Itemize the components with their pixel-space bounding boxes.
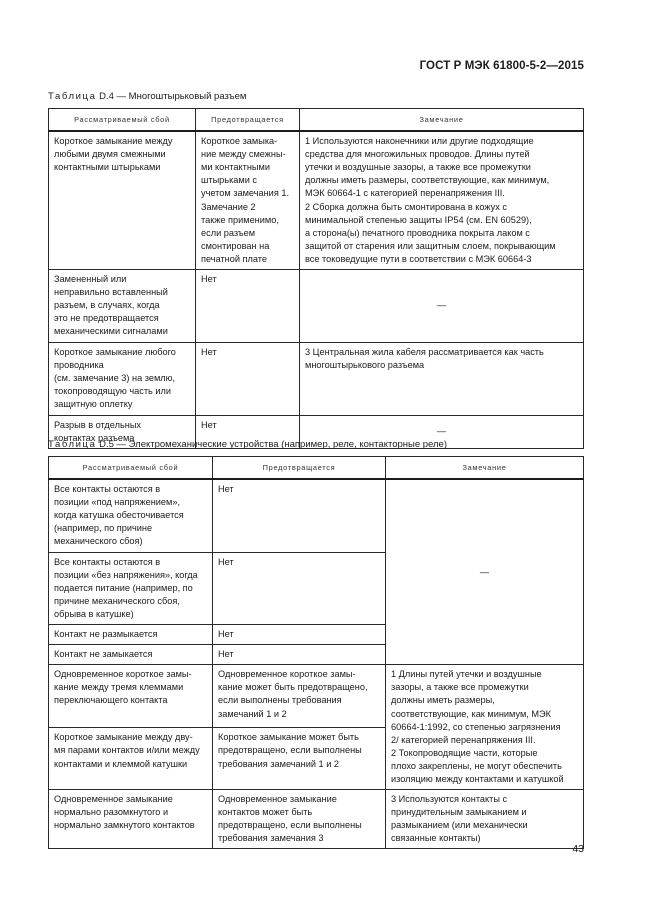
fault-cell: Короткое замыкание между любыми двумя смежными контактными штырьками [49, 131, 196, 269]
col-header-fault: Рассматриваемый сбой [49, 109, 196, 132]
col-header-prevented: Предотвращается [213, 457, 386, 480]
prevented-cell: Нет [213, 479, 386, 552]
note-cell: 3 Используются контакты с принудительным замыканием и размыканием (или механически связанные контакты) [386, 790, 584, 849]
col-header-note: Замечание [300, 109, 584, 132]
prevented-cell: Нет [196, 415, 300, 448]
prevented-cell: Одновременное замыкание контактов может быть предотвращено, если выполнены требования замечания 3 [213, 790, 386, 849]
table-d4-caption [48, 91, 246, 102]
fault-cell: Все контакты остаются в позиции «под напряжением», когда катушка обесточивается (например, по причине механического сбоя) [49, 479, 213, 552]
table-d5 [48, 456, 584, 849]
fault-cell: Все контакты остаются в позиции «без напряжения», когда подается питание (например, по причине механического сбоя, обрыва в катушке) [49, 552, 213, 624]
note-cell-group-1: — [386, 479, 584, 665]
fault-cell: Короткое замыкание любого проводника (см. замечание 3) на землю, токопроводящую часть или защитную оплетку [49, 342, 196, 415]
note-cell-group-2: 1 Длины путей утечки и воздушные зазоры, а также все промежутки должны иметь размеры, соответствующие, как минимум, МЭК 60664-1:1992, со степенью загрязнения 2/ категорией перенапряжения III. 2 Токопроводящие части, которые плохо закреплены, не могут обеспечить изоляцию между контактами и катушкой [386, 665, 584, 790]
col-header-fault: Рассматриваемый сбой [49, 457, 213, 480]
col-header-note: Замечание [386, 457, 584, 480]
table-word: Таблица [48, 439, 97, 450]
note-cell: — [300, 415, 584, 448]
fault-cell: Короткое замыкание между дву- мя парами контактов и/или между контактами и клеммой катушки [49, 728, 213, 790]
prevented-cell: Короткое замыка- ние между смежны- ми контактными штырьками с учетом замечания 1. Замечание 2 также применимо, если разъем смонтирован на печатной плате [196, 131, 300, 269]
table-d5-caption [48, 439, 447, 450]
table-d4-title: D.4 — Многоштырьковый разъем [99, 91, 247, 102]
prevented-cell: Нет [213, 625, 386, 645]
table-row [49, 790, 584, 849]
table-word: Таблица [48, 91, 97, 102]
note-cell: 3 Центральная жила кабеля рассматривается как часть многоштырькового разъема [300, 342, 584, 415]
table-d5-title: D.5 — Электромеханические устройства (например, реле, контакторные реле) [99, 439, 448, 450]
prevented-cell: Нет [213, 552, 386, 624]
document-id: ГОСТ Р МЭК 61800-5-2—2015 [419, 60, 584, 72]
prevented-cell: Нет [213, 645, 386, 665]
page-number: 43 [572, 843, 584, 855]
prevented-cell: Нет [196, 270, 300, 342]
fault-cell: Замененный или неправильно вставленный разъем, в случаях, когда это не предотвращается механическими сигналами [49, 270, 196, 342]
table-row [49, 665, 584, 728]
prevented-cell: Короткое замыкание может быть предотвращено, если выполнены требования замечаний 1 и 2 [213, 728, 386, 790]
fault-cell: Разрыв в отдельных контактах разъема [49, 415, 196, 448]
fault-cell: Одновременное замыкание нормально разомкнутого и нормально замкнутого контактов [49, 790, 213, 849]
table-row [49, 131, 584, 269]
table-d4 [48, 108, 584, 449]
fault-cell: Контакт не размыкается [49, 625, 213, 645]
prevented-cell: Нет [196, 342, 300, 415]
table-row [49, 270, 584, 342]
col-header-prevented: Предотвращается [196, 109, 300, 132]
note-cell: — [300, 270, 584, 342]
note-cell: 1 Используются наконечники или другие подходящие средства для многожильных проводов. Длины путей утечки и воздушные зазоры, а также все промежутки должны иметь размеры, соответствующие, как минимум, МЭК 60664-1 с категорией перенапряжения III. 2 Сборка должна быть смонтирована в кожух с минимальной степенью защиты IP54 (см. EN 60529), а сторона(ы) печатного проводника покрыта лаком с защитой от старения или защитным слоем, покрывающим все токоведущие пути в соответствии с МЭК 60664-3 [300, 131, 584, 269]
table-row [49, 342, 584, 415]
prevented-cell: Одновременное короткое замы- кание может быть предотвращено, если выполнены требования замечаний 1 и 2 [213, 665, 386, 728]
table-row [49, 479, 584, 552]
fault-cell: Контакт не замыкается [49, 645, 213, 665]
fault-cell: Одновременное короткое замы- кание между тремя клеммами переключающего контакта [49, 665, 213, 728]
